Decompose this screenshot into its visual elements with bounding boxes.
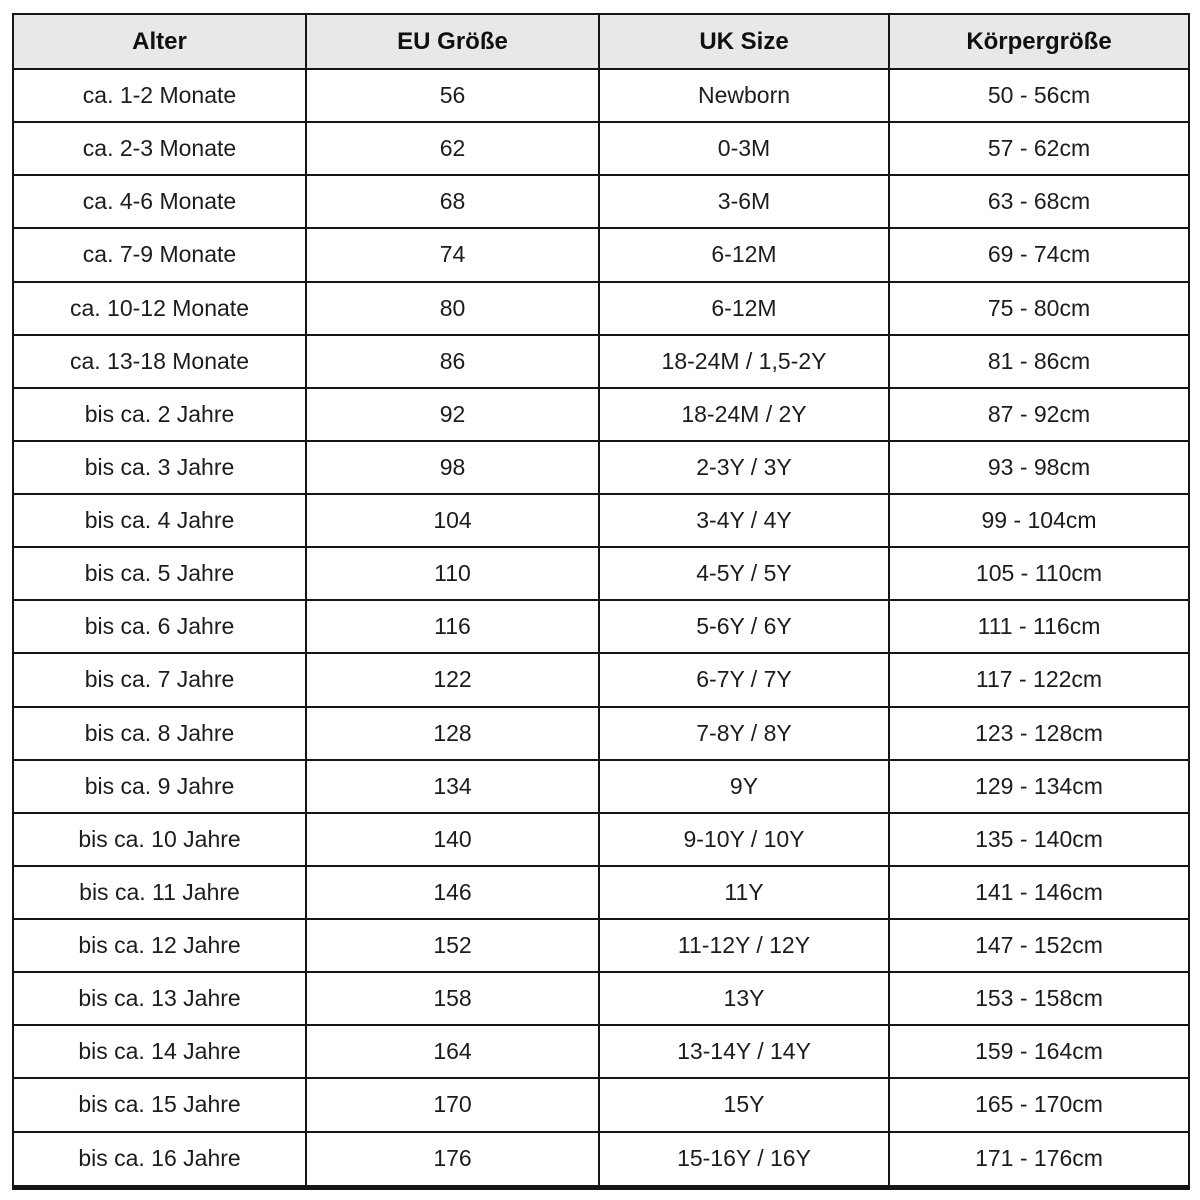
table-cell-eu: 62 — [306, 122, 599, 175]
table-cell-alter: bis ca. 2 Jahre — [13, 388, 306, 441]
table-cell-eu: 92 — [306, 388, 599, 441]
table-cell-eu: 74 — [306, 228, 599, 281]
table-row — [13, 1132, 1189, 1188]
table-cell-alter: bis ca. 3 Jahre — [13, 441, 306, 494]
table-cell-eu: 170 — [306, 1078, 599, 1131]
table-cell-uk: 15Y — [599, 1078, 889, 1131]
table-cell-koerper: 135 - 140cm — [889, 813, 1189, 866]
table-cell-alter: ca. 2-3 Monate — [13, 122, 306, 175]
table-row — [13, 122, 1189, 175]
table-cell-alter: bis ca. 15 Jahre — [13, 1078, 306, 1131]
table-cell-uk: 9Y — [599, 760, 889, 813]
table-cell-alter: ca. 4-6 Monate — [13, 175, 306, 228]
table-cell-eu: 116 — [306, 600, 599, 653]
table-cell-eu: 104 — [306, 494, 599, 547]
table-row — [13, 813, 1189, 866]
table-cell-koerper: 159 - 164cm — [889, 1025, 1189, 1078]
table-cell-eu: 68 — [306, 175, 599, 228]
table-row — [13, 69, 1189, 122]
table-row — [13, 866, 1189, 919]
size-table-body — [13, 69, 1189, 1188]
table-cell-alter: bis ca. 16 Jahre — [13, 1132, 306, 1188]
size-chart-table — [12, 13, 1190, 1190]
table-cell-koerper: 87 - 92cm — [889, 388, 1189, 441]
size-chart-header — [13, 14, 1189, 69]
table-row — [13, 547, 1189, 600]
table-cell-alter: ca. 10-12 Monate — [13, 282, 306, 335]
table-cell-eu: 164 — [306, 1025, 599, 1078]
table-row — [13, 175, 1189, 228]
table-row — [13, 653, 1189, 706]
table-cell-alter: bis ca. 11 Jahre — [13, 866, 306, 919]
table-cell-alter: bis ca. 14 Jahre — [13, 1025, 306, 1078]
table-cell-eu: 134 — [306, 760, 599, 813]
table-row — [13, 494, 1189, 547]
table-cell-koerper: 147 - 152cm — [889, 919, 1189, 972]
table-cell-uk: 15-16Y / 16Y — [599, 1132, 889, 1188]
table-row — [13, 919, 1189, 972]
table-cell-koerper: 141 - 146cm — [889, 866, 1189, 919]
column-header-alter: Alter — [13, 14, 306, 69]
column-header-uk-size: UK Size — [599, 14, 889, 69]
table-cell-alter: bis ca. 6 Jahre — [13, 600, 306, 653]
table-cell-uk: 18-24M / 2Y — [599, 388, 889, 441]
table-row — [13, 388, 1189, 441]
table-cell-koerper: 99 - 104cm — [889, 494, 1189, 547]
table-cell-eu: 56 — [306, 69, 599, 122]
table-cell-uk: 6-12M — [599, 228, 889, 281]
column-header-eu-groesse: EU Größe — [306, 14, 599, 69]
table-cell-uk: 6-7Y / 7Y — [599, 653, 889, 706]
table-cell-uk: Newborn — [599, 69, 889, 122]
table-cell-uk: 13-14Y / 14Y — [599, 1025, 889, 1078]
table-cell-uk: 13Y — [599, 972, 889, 1025]
table-cell-eu: 140 — [306, 813, 599, 866]
table-cell-uk: 11Y — [599, 866, 889, 919]
table-cell-eu: 80 — [306, 282, 599, 335]
table-row — [13, 1078, 1189, 1131]
table-cell-eu: 146 — [306, 866, 599, 919]
table-cell-alter: bis ca. 4 Jahre — [13, 494, 306, 547]
table-cell-eu: 158 — [306, 972, 599, 1025]
table-cell-koerper: 69 - 74cm — [889, 228, 1189, 281]
table-cell-koerper: 105 - 110cm — [889, 547, 1189, 600]
table-cell-koerper: 171 - 176cm — [889, 1132, 1189, 1188]
table-cell-koerper: 165 - 170cm — [889, 1078, 1189, 1131]
table-cell-uk: 0-3M — [599, 122, 889, 175]
table-row — [13, 600, 1189, 653]
table-cell-eu: 152 — [306, 919, 599, 972]
table-cell-alter: bis ca. 5 Jahre — [13, 547, 306, 600]
table-cell-koerper: 50 - 56cm — [889, 69, 1189, 122]
table-cell-alter: bis ca. 13 Jahre — [13, 972, 306, 1025]
table-row — [13, 228, 1189, 281]
table-cell-alter: bis ca. 7 Jahre — [13, 653, 306, 706]
table-cell-koerper: 129 - 134cm — [889, 760, 1189, 813]
table-cell-uk: 9-10Y / 10Y — [599, 813, 889, 866]
table-cell-koerper: 153 - 158cm — [889, 972, 1189, 1025]
table-row — [13, 282, 1189, 335]
table-cell-uk: 5-6Y / 6Y — [599, 600, 889, 653]
table-cell-koerper: 111 - 116cm — [889, 600, 1189, 653]
table-cell-eu: 122 — [306, 653, 599, 706]
table-cell-alter: ca. 1-2 Monate — [13, 69, 306, 122]
table-cell-uk: 6-12M — [599, 282, 889, 335]
table-cell-eu: 110 — [306, 547, 599, 600]
header-row — [13, 14, 1189, 69]
table-cell-alter: bis ca. 10 Jahre — [13, 813, 306, 866]
table-cell-alter: ca. 13-18 Monate — [13, 335, 306, 388]
table-cell-uk: 18-24M / 1,5-2Y — [599, 335, 889, 388]
table-row — [13, 1025, 1189, 1078]
table-cell-eu: 128 — [306, 707, 599, 760]
table-cell-eu: 176 — [306, 1132, 599, 1188]
table-cell-eu: 98 — [306, 441, 599, 494]
table-cell-alter: bis ca. 12 Jahre — [13, 919, 306, 972]
table-cell-koerper: 75 - 80cm — [889, 282, 1189, 335]
column-header-koerpergroesse: Körpergröße — [889, 14, 1189, 69]
table-row — [13, 972, 1189, 1025]
table-cell-alter: bis ca. 9 Jahre — [13, 760, 306, 813]
table-cell-koerper: 117 - 122cm — [889, 653, 1189, 706]
table-cell-alter: bis ca. 8 Jahre — [13, 707, 306, 760]
table-cell-uk: 3-6M — [599, 175, 889, 228]
table-cell-uk: 11-12Y / 12Y — [599, 919, 889, 972]
table-cell-koerper: 81 - 86cm — [889, 335, 1189, 388]
table-cell-uk: 4-5Y / 5Y — [599, 547, 889, 600]
table-row — [13, 335, 1189, 388]
table-cell-alter: ca. 7-9 Monate — [13, 228, 306, 281]
table-cell-koerper: 123 - 128cm — [889, 707, 1189, 760]
table-cell-eu: 86 — [306, 335, 599, 388]
table-row — [13, 760, 1189, 813]
table-cell-koerper: 93 - 98cm — [889, 441, 1189, 494]
table-row — [13, 441, 1189, 494]
table-cell-koerper: 63 - 68cm — [889, 175, 1189, 228]
table-cell-uk: 3-4Y / 4Y — [599, 494, 889, 547]
table-row — [13, 707, 1189, 760]
table-cell-koerper: 57 - 62cm — [889, 122, 1189, 175]
table-cell-uk: 7-8Y / 8Y — [599, 707, 889, 760]
table-cell-uk: 2-3Y / 3Y — [599, 441, 889, 494]
